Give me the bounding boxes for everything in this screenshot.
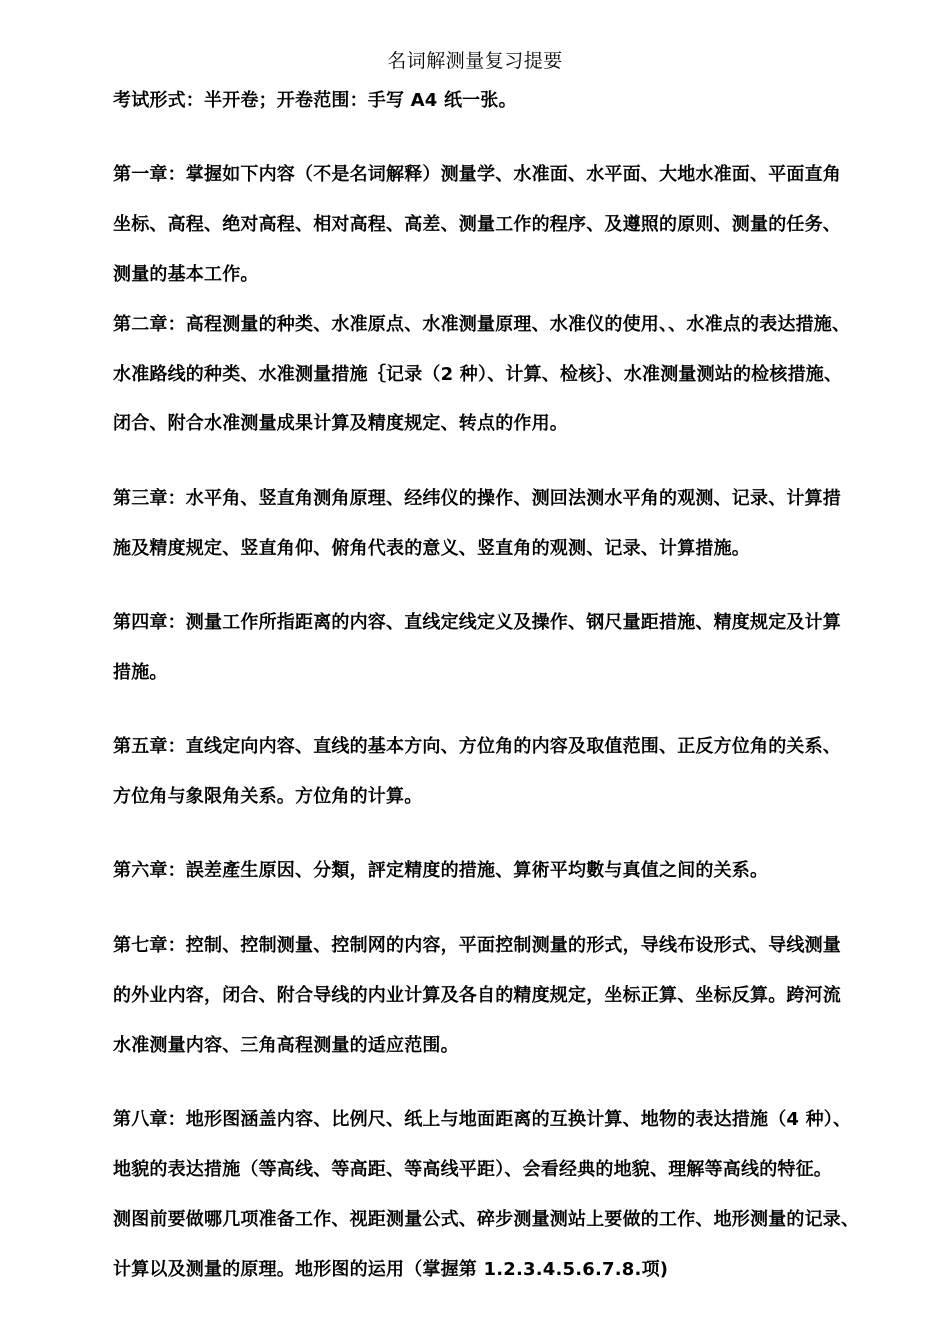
chapter-6-line-1: 第六章：誤差產生原因、分類，評定精度的措施、算術平均數与真值之间的关系。: [113, 860, 769, 881]
chapter-3-line-1: 第三章：水平角、竖直角测角原理、经纬仪的操作、测回法测水平角的观测、记录、计算措: [113, 488, 841, 509]
chapter-7-line-1: 第七章：控制、控制测量、控制网的内容，平面控制测量的形式，导线布设形式、导线测量: [113, 935, 841, 956]
chapter-5-line-2: 方位角与象限角关系。方位角的计算。: [113, 786, 423, 807]
chapter-8-line-1: 第八章：地形图涵盖内容、比例尺、纸上与地面距离的互换计算、地物的表达措施（4 种）、: [113, 1109, 852, 1130]
chapter-1-line-2: 坐标、高程、绝对高程、相对高程、高差、测量工作的程序、及遵照的原则、测量的任务、: [113, 214, 841, 235]
chapter-8-line-2: 地貌的表达措施（等高线、等高距、等高线平距）、会看经典的地貌、理解等高线的特征。: [113, 1159, 832, 1180]
chapter-8-line-3: 测图前要做哪几项准备工作、视距测量公式、碎步测量测站上要做的工作、地形测量的记录、: [113, 1209, 860, 1230]
chapter-2-line-1: 第二章：高程测量的种类、水准原点、水准测量原理、水准仪的使用、、水准点的表达措施、: [113, 314, 851, 335]
exam-format-line: 考试形式：半开卷；开卷范围：手写 A4 纸一张。: [113, 90, 517, 111]
chapter-2-line-2: 水准路线的种类、水准测量措施｛记录（2 种）、计算、检核｝、水准测量测站的检核措施、: [113, 364, 843, 385]
chapter-5-line-1: 第五章：直线定向内容、直线的基本方向、方位角的内容及取值范围、正反方位角的关系、: [113, 736, 841, 757]
chapter-1-line-1: 第一章：掌握如下内容（不是名词解释）测量学、水准面、水平面、大地水准面、平面直角: [113, 164, 841, 185]
page-title: 名词解测量复习提要: [387, 50, 563, 72]
chapter-7-line-2: 的外业内容，闭合、附合导线的内业计算及各自的精度规定，坐标正算、坐标反算。跨河流: [113, 985, 841, 1006]
chapter-8-line-4: 计算以及测量的原理。地形图的运用（掌握第 1.2.3.4.5.6.7.8.项): [113, 1259, 669, 1280]
chapter-4-line-1: 第四章：测量工作所指距离的内容、直线定线定义及操作、钢尺量距措施、精度规定及计算: [113, 612, 841, 633]
chapter-1-line-3: 测量的基本工作。: [113, 264, 259, 285]
chapter-7-line-3: 水准测量内容、三角高程测量的适应范围。: [113, 1035, 459, 1056]
chapter-4-line-2: 措施。: [113, 662, 168, 683]
chapter-3-line-2: 施及精度规定、竖直角仰、俯角代表的意义、竖直角的观测、记录、计算措施。: [113, 538, 750, 559]
chapter-2-line-3: 闭合、附合水准测量成果计算及精度规定、转点的作用。: [113, 413, 568, 434]
